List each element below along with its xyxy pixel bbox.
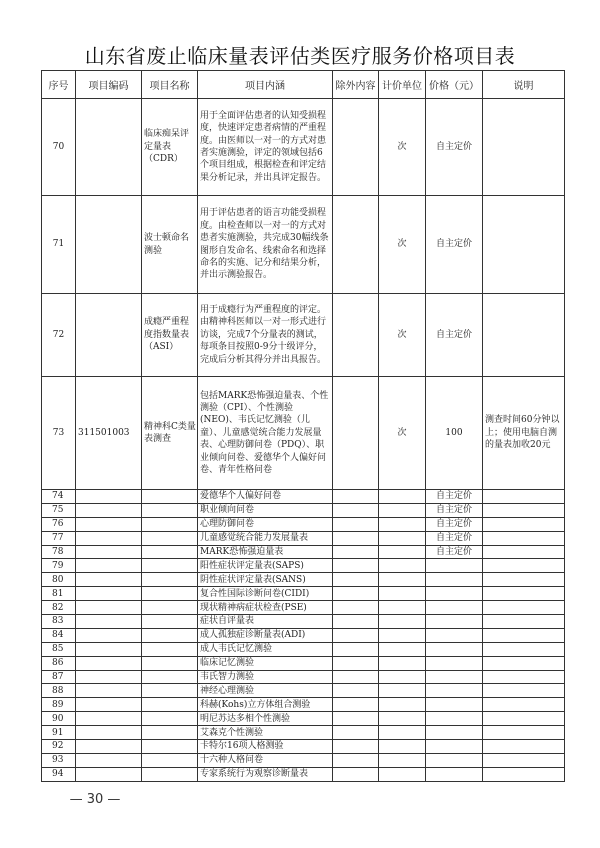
- row-no: 83: [42, 615, 76, 629]
- row-note: [483, 196, 565, 294]
- row-note: [483, 99, 565, 196]
- row-note: [483, 740, 565, 754]
- row-except: [333, 656, 379, 670]
- row-code: [76, 517, 142, 531]
- row-code: [76, 628, 142, 642]
- row-price: [426, 670, 483, 684]
- row-code: [76, 545, 142, 559]
- row-name: [142, 767, 198, 781]
- table-row: [42, 294, 565, 377]
- row-unit: [379, 615, 426, 629]
- row-name: 精神科C类量表测查: [142, 377, 198, 490]
- row-desc: 包括MARK恐怖强迫量表、个性测验（CPI）、个性测验(NEO)、韦氏记忆测验（儿童）、儿童感觉统合能力发展量表、心理防御问卷（PDQ）、职业倾向问卷、爱德华个人偏好问卷、青年性格问卷: [198, 377, 333, 490]
- table-row: [42, 767, 565, 781]
- row-name: [142, 545, 198, 559]
- row-no: 75: [42, 503, 76, 517]
- row-name: [142, 573, 198, 587]
- row-price: 自主定价: [426, 503, 483, 517]
- row-unit: [379, 698, 426, 712]
- row-code: [76, 670, 142, 684]
- row-except: [333, 490, 379, 504]
- row-desc: 艾森克个性测验: [198, 726, 333, 740]
- row-price: [426, 615, 483, 629]
- row-unit: [379, 531, 426, 545]
- row-note: [483, 656, 565, 670]
- row-unit: [379, 642, 426, 656]
- row-name: [142, 642, 198, 656]
- header-price: 价格（元）: [426, 71, 483, 99]
- row-unit: 次: [379, 377, 426, 490]
- row-note: [483, 545, 565, 559]
- row-code: [76, 753, 142, 767]
- row-code: [76, 684, 142, 698]
- table-row: [42, 740, 565, 754]
- table-row: [42, 490, 565, 504]
- page-number: — 30 —: [69, 792, 121, 807]
- row-price: [426, 656, 483, 670]
- row-desc: 心理防御问卷: [198, 517, 333, 531]
- table-row: [42, 559, 565, 573]
- row-code: [76, 587, 142, 601]
- row-except: [333, 684, 379, 698]
- row-except: [333, 531, 379, 545]
- row-price: 自主定价: [426, 196, 483, 294]
- row-desc: 用于评估患者的语言功能受损程度。由检查师以一对一的方式对患者实施测验，共完成30幅线条图形自发命名、线索命名和选择命名的实施、记分和结果分析，并出示测验报告。: [198, 196, 333, 294]
- table-row: [42, 531, 565, 545]
- row-desc: 卡特尔16项人格测验: [198, 740, 333, 754]
- row-name: [142, 490, 198, 504]
- row-name: [142, 517, 198, 531]
- row-code: [76, 767, 142, 781]
- row-price: [426, 573, 483, 587]
- row-except: [333, 517, 379, 531]
- table-row: [42, 196, 565, 294]
- row-code: 311501003: [76, 377, 142, 490]
- table-row: [42, 573, 565, 587]
- row-unit: [379, 587, 426, 601]
- row-code: [76, 196, 142, 294]
- table-row: [42, 545, 565, 559]
- header-row: [42, 71, 565, 99]
- price-table: [41, 70, 565, 782]
- header-name: 项目名称: [142, 71, 198, 99]
- row-unit: [379, 767, 426, 781]
- header-unit: 计价单位: [379, 71, 426, 99]
- row-price: [426, 642, 483, 656]
- row-desc: 用于成瘾行为严重程度的评定。由精神科医师以一对一形式进行访谈，完成7个分量表的测试，每项条目按照0-9分十级评分，完成后分析其得分并出具报告。: [198, 294, 333, 377]
- row-no: 88: [42, 684, 76, 698]
- row-price: 自主定价: [426, 545, 483, 559]
- row-except: [333, 642, 379, 656]
- row-note: [483, 490, 565, 504]
- table-row: [42, 684, 565, 698]
- row-desc: 阳性症状评定量表(SAPS): [198, 559, 333, 573]
- row-no: 81: [42, 587, 76, 601]
- row-except: [333, 99, 379, 196]
- header-code: 项目编码: [76, 71, 142, 99]
- row-price: [426, 698, 483, 712]
- row-code: [76, 642, 142, 656]
- row-unit: [379, 559, 426, 573]
- row-unit: [379, 656, 426, 670]
- row-no: 82: [42, 601, 76, 615]
- document-title: 山东省废止临床量表评估类医疗服务价格项目表: [84, 44, 516, 68]
- row-code: [76, 615, 142, 629]
- row-except: [333, 377, 379, 490]
- row-except: [333, 545, 379, 559]
- row-no: 87: [42, 670, 76, 684]
- table-row: [42, 517, 565, 531]
- row-code: [76, 601, 142, 615]
- row-price: [426, 740, 483, 754]
- row-note: [483, 670, 565, 684]
- row-price: 自主定价: [426, 490, 483, 504]
- row-code: [76, 698, 142, 712]
- row-price: [426, 559, 483, 573]
- table-row: [42, 726, 565, 740]
- table-row: [42, 670, 565, 684]
- row-except: [333, 726, 379, 740]
- row-price: [426, 753, 483, 767]
- table-row: [42, 628, 565, 642]
- row-desc: MARK恐怖强迫量表: [198, 545, 333, 559]
- row-unit: 次: [379, 99, 426, 196]
- row-name: [142, 503, 198, 517]
- row-except: [333, 559, 379, 573]
- row-price: 100: [426, 377, 483, 490]
- row-note: [483, 531, 565, 545]
- row-desc: 临床记忆测验: [198, 656, 333, 670]
- row-except: [333, 767, 379, 781]
- row-code: [76, 726, 142, 740]
- row-note: [483, 601, 565, 615]
- row-code: [76, 531, 142, 545]
- row-desc: 症状自评量表: [198, 615, 333, 629]
- row-name: [142, 531, 198, 545]
- row-except: [333, 294, 379, 377]
- row-no: 78: [42, 545, 76, 559]
- row-desc: 阴性症状评定量表(SANS): [198, 573, 333, 587]
- row-except: [333, 740, 379, 754]
- row-price: [426, 712, 483, 726]
- row-note: [483, 712, 565, 726]
- row-unit: 次: [379, 196, 426, 294]
- row-except: [333, 503, 379, 517]
- row-desc: 职业倾向问卷: [198, 503, 333, 517]
- row-note: [483, 294, 565, 377]
- row-code: [76, 490, 142, 504]
- row-except: [333, 628, 379, 642]
- row-desc: 用于全面评估患者的认知受损程度，快速评定患者病情的严重程度。由医师以一对一的方式对患者实施测验，评定的领域包括6个项目组成，根据检查和评定结果分析记录，并出具评定报告。: [198, 99, 333, 196]
- row-unit: [379, 684, 426, 698]
- row-name: [142, 559, 198, 573]
- table-row: [42, 642, 565, 656]
- row-name: [142, 726, 198, 740]
- row-name: [142, 753, 198, 767]
- row-price: [426, 587, 483, 601]
- row-note: [483, 684, 565, 698]
- row-note: [483, 698, 565, 712]
- row-desc: 十六种人格问卷: [198, 753, 333, 767]
- table-row: [42, 377, 565, 490]
- row-unit: [379, 670, 426, 684]
- row-price: 自主定价: [426, 517, 483, 531]
- row-except: [333, 712, 379, 726]
- row-no: 90: [42, 712, 76, 726]
- row-name: [142, 628, 198, 642]
- row-no: 74: [42, 490, 76, 504]
- table-row: [42, 615, 565, 629]
- table-row: [42, 698, 565, 712]
- row-desc: 复合性国际诊断问卷(CIDI): [198, 587, 333, 601]
- row-unit: [379, 545, 426, 559]
- row-name: [142, 684, 198, 698]
- row-no: 93: [42, 753, 76, 767]
- row-code: [76, 559, 142, 573]
- row-note: 测查时间60分钟以上；使用电脑自测的量表加收20元: [483, 377, 565, 490]
- row-name: 成瘾严重程度指数量表（ASI）: [142, 294, 198, 377]
- row-except: [333, 753, 379, 767]
- header-desc: 项目内涵: [198, 71, 333, 99]
- row-note: [483, 767, 565, 781]
- row-no: 70: [42, 99, 76, 196]
- row-name: 临床痴呆评定量表（CDR）: [142, 99, 198, 196]
- row-price: [426, 628, 483, 642]
- row-no: 84: [42, 628, 76, 642]
- row-desc: 爱德华个人偏好问卷: [198, 490, 333, 504]
- row-unit: [379, 628, 426, 642]
- row-note: [483, 559, 565, 573]
- row-code: [76, 740, 142, 754]
- row-code: [76, 712, 142, 726]
- row-no: 76: [42, 517, 76, 531]
- row-desc: 明尼苏达多相个性测验: [198, 712, 333, 726]
- row-name: [142, 656, 198, 670]
- row-desc: 成人孤独症诊断量表(ADI): [198, 628, 333, 642]
- row-unit: [379, 726, 426, 740]
- row-code: [76, 656, 142, 670]
- row-price: [426, 601, 483, 615]
- row-unit: [379, 712, 426, 726]
- row-desc: 专家系统行为观察诊断量表: [198, 767, 333, 781]
- row-unit: [379, 490, 426, 504]
- row-no: 79: [42, 559, 76, 573]
- row-price: [426, 726, 483, 740]
- row-desc: 成人韦氏记忆测验: [198, 642, 333, 656]
- row-except: [333, 587, 379, 601]
- table-row: [42, 587, 565, 601]
- row-no: 77: [42, 531, 76, 545]
- row-code: [76, 294, 142, 377]
- row-no: 85: [42, 642, 76, 656]
- row-note: [483, 615, 565, 629]
- table-row: [42, 753, 565, 767]
- row-no: 73: [42, 377, 76, 490]
- row-unit: [379, 740, 426, 754]
- table-row: [42, 656, 565, 670]
- row-name: [142, 712, 198, 726]
- row-name: [142, 587, 198, 601]
- row-no: 80: [42, 573, 76, 587]
- row-no: 94: [42, 767, 76, 781]
- header-no: 序号: [42, 71, 76, 99]
- row-note: [483, 573, 565, 587]
- row-desc: 儿童感觉统合能力发展量表: [198, 531, 333, 545]
- row-except: [333, 196, 379, 294]
- row-unit: [379, 573, 426, 587]
- row-desc: 科赫(Kohs)立方体组合测验: [198, 698, 333, 712]
- table-row: [42, 712, 565, 726]
- row-unit: [379, 503, 426, 517]
- row-no: 89: [42, 698, 76, 712]
- row-name: 波士顿命名测验: [142, 196, 198, 294]
- row-price: 自主定价: [426, 294, 483, 377]
- row-note: [483, 642, 565, 656]
- table-row: [42, 601, 565, 615]
- row-desc: 韦氏智力测验: [198, 670, 333, 684]
- row-name: [142, 740, 198, 754]
- row-code: [76, 573, 142, 587]
- row-note: [483, 753, 565, 767]
- table-row: [42, 99, 565, 196]
- row-desc: 现状精神病症状检查(PSE): [198, 601, 333, 615]
- row-unit: [379, 601, 426, 615]
- row-name: [142, 698, 198, 712]
- row-unit: [379, 517, 426, 531]
- header-note: 说明: [483, 71, 565, 99]
- row-code: [76, 503, 142, 517]
- row-name: [142, 670, 198, 684]
- row-except: [333, 573, 379, 587]
- row-no: 71: [42, 196, 76, 294]
- row-no: 91: [42, 726, 76, 740]
- row-no: 86: [42, 656, 76, 670]
- row-note: [483, 587, 565, 601]
- row-except: [333, 615, 379, 629]
- row-note: [483, 628, 565, 642]
- row-price: [426, 767, 483, 781]
- row-price: 自主定价: [426, 99, 483, 196]
- row-no: 72: [42, 294, 76, 377]
- row-except: [333, 670, 379, 684]
- table-row: [42, 503, 565, 517]
- row-code: [76, 99, 142, 196]
- row-unit: 次: [379, 294, 426, 377]
- row-note: [483, 726, 565, 740]
- row-price: 自主定价: [426, 531, 483, 545]
- row-name: [142, 615, 198, 629]
- row-desc: 神经心理测验: [198, 684, 333, 698]
- header-except: 除外内容: [333, 71, 379, 99]
- row-note: [483, 503, 565, 517]
- row-unit: [379, 753, 426, 767]
- row-name: [142, 601, 198, 615]
- row-no: 92: [42, 740, 76, 754]
- row-except: [333, 698, 379, 712]
- row-note: [483, 517, 565, 531]
- row-price: [426, 684, 483, 698]
- row-except: [333, 601, 379, 615]
